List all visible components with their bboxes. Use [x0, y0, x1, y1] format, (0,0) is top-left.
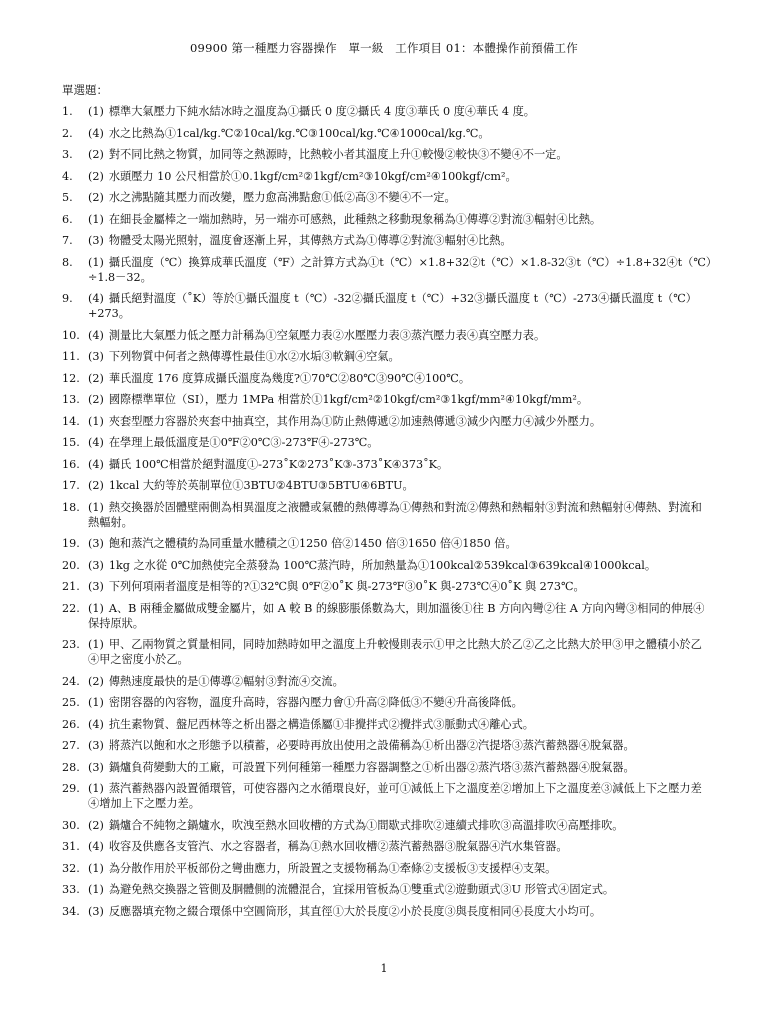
question-item — [62, 760, 712, 775]
question-text: 對不同比熱之物質，加同等之熱源時，比熱較小者其溫度上升①較慢②較快③不變④不一定。 — [108, 148, 568, 161]
question-item — [62, 126, 712, 141]
question-answer: (1) — [88, 696, 104, 709]
question-answer: (3) — [88, 234, 104, 247]
question-text: 蒸汽蓄熱器內設置循環管，可使容器內之水循環良好，並可①減低上下之溫度差②增加上下之溫度差③減低上下之壓力差④增加上下之壓力差。 — [88, 782, 702, 810]
question-answer: (4) — [88, 126, 104, 140]
question-text: 下列物質中何者之熱傳導性最佳①水②水垢③軟鋼④空氣。 — [108, 350, 400, 363]
question-answer: (2) — [88, 169, 104, 183]
question-number: 11. — [62, 350, 80, 363]
question-number: 20. — [62, 558, 80, 572]
question-number: 5. — [62, 191, 73, 204]
question-text: 夾套型壓力容器於夾套中抽真空，其作用為①防止熱傳遞②加速熱傳遞③減少內壓力④減少外壓力。 — [108, 414, 602, 428]
question-number: 25. — [62, 696, 80, 709]
question-text: 熱交換器於固體壁兩側為相異溫度之液體或氣體的熱傳導為①傳熱和對流②傳熱和熱輻射③對流和熱輻射④傳熱、對流和熱輻射。 — [88, 500, 702, 529]
question-item — [62, 212, 712, 227]
question-text: 測量比大氣壓力低之壓力計稱為①空氣壓力表②水壓壓力表③蒸汽壓力表④真空壓力表。 — [108, 328, 546, 342]
question-number: 15. — [62, 436, 80, 449]
question-answer: (4) — [88, 457, 104, 471]
question-text: 下列何項兩者溫度是相等的?①32℃與 0℉②0˚K 與-273℉③0˚K 與-273℃④0˚K 與 273℃。 — [108, 580, 585, 593]
page-title: 09900 第一種壓力容器操作 單一級 工作項目 01：本體操作前預備工作 — [190, 41, 578, 55]
question-item — [62, 147, 712, 162]
question-text: 甲、乙兩物質之質量相同，同時加熱時如甲之溫度上升較慢則表示①甲之比熱大於乙②乙之比熱大於甲③甲之體積小於乙④甲之密度小於乙。 — [88, 638, 702, 666]
question-text: 收容及供應各支管汽、水之容器者，稱為①熱水回收槽②蒸汽蓄熱器③脫氣器④汽水集管器。 — [108, 840, 568, 853]
question-item — [62, 579, 712, 594]
question-item — [62, 328, 712, 343]
question-text: A、B 兩種金屬做成雙金屬片，如 A 較 B 的線膨脹係數為大，則加溫後①往 B 方向內彎②往 A 方向內彎③相同的伸展④保持原狀。 — [88, 601, 705, 630]
section-label: 單選題： — [62, 83, 108, 97]
question-number: 13. — [62, 393, 80, 406]
question-item — [62, 457, 712, 472]
question-answer: (4) — [88, 328, 104, 342]
question-answer: (2) — [88, 148, 104, 161]
question-answer: (2) — [88, 818, 104, 832]
question-item — [62, 717, 712, 732]
question-item — [62, 414, 712, 429]
question-answer: (2) — [88, 191, 104, 204]
question-item — [62, 255, 712, 285]
question-number: 10. — [62, 328, 80, 342]
question-number: 8. — [62, 255, 73, 269]
question-number: 2. — [62, 126, 73, 140]
question-text: 水頭壓力 10 公尺相當於①0.1kgf/cm²②1kgf/cm²③10kgf/cm²④100kgf/cm²。 — [108, 169, 517, 183]
question-list — [62, 104, 712, 925]
question-answer: (1) — [88, 601, 104, 615]
question-answer: (3) — [88, 580, 104, 593]
question-item — [62, 104, 712, 119]
question-number: 28. — [62, 760, 80, 774]
question-number: 32. — [62, 861, 80, 875]
question-number: 31. — [62, 840, 80, 853]
question-item — [62, 558, 712, 573]
question-item — [62, 392, 712, 407]
page-number: 1 — [380, 962, 388, 975]
question-item — [62, 781, 712, 811]
question-number: 23. — [62, 638, 80, 651]
question-number: 17. — [62, 479, 80, 492]
question-text: 反應器填充物之綴合環係中空圓筒形，其直徑①大於長度②小於長度③與長度相同④長度大小均可。 — [108, 904, 602, 918]
question-number: 29. — [62, 782, 80, 795]
question-text: 水之沸點隨其壓力而改變，壓力愈高沸點愈①低②高③不變④不一定。 — [108, 191, 456, 204]
question-answer: (3) — [88, 760, 104, 774]
question-answer: (3) — [88, 739, 104, 752]
question-item — [62, 637, 712, 667]
question-item — [62, 435, 712, 450]
question-answer: (1) — [88, 861, 104, 875]
question-answer: (2) — [88, 371, 104, 385]
question-answer: (1) — [88, 782, 104, 795]
question-item — [62, 371, 712, 386]
question-number: 6. — [62, 212, 73, 226]
question-item — [62, 349, 712, 364]
question-item — [62, 882, 712, 897]
question-answer: (2) — [88, 479, 104, 492]
question-answer: (1) — [88, 883, 104, 896]
question-number: 34. — [62, 904, 80, 918]
question-text: 標準大氣壓力下純水結冰時之溫度為①攝氏 0 度②攝氏 4 度③華氏 0 度④華氏 4 度。 — [108, 105, 535, 118]
question-text: 攝氏絕對溫度（˚K）等於①攝氏溫度 t（℃）-32②攝氏溫度 t（℃）+32③攝氏溫度 t（℃）-273④攝氏溫度 t（℃）+273。 — [88, 292, 697, 320]
question-text: 傳熱速度最快的是①傳導②輻射③對流④交流。 — [108, 674, 344, 688]
question-text: 鍋爐負荷變動大的工廠，可設置下列何種第一種壓力容器調整之①析出器②蒸汽塔③蒸汽蓄熱器④脫氣器。 — [108, 760, 635, 774]
question-answer: (4) — [88, 717, 104, 731]
question-answer: (1) — [88, 638, 104, 651]
question-item — [62, 904, 712, 919]
question-text: 在細長金屬棒之一端加熱時，另一端亦可感熱，此種熱之移動現象稱為①傳導②對流③輻射④比熱。 — [108, 212, 602, 226]
question-item — [62, 818, 712, 833]
question-text: 飽和蒸汽之體積約為同重量水體積之①1250 倍②1450 倍③1650 倍④1850 倍。 — [108, 537, 517, 550]
question-number: 24. — [62, 674, 80, 688]
question-text: 鍋爐合不純物之鍋爐水，吹洩至熱水回收槽的方式為①間歇式排吹②連續式排吹③高溫排吹④高壓排吹。 — [108, 818, 624, 832]
question-answer: (1) — [88, 105, 104, 118]
question-text: 1kcal 大約等於英制單位①3BTU②4BTU③5BTU④6BTU。 — [108, 479, 414, 492]
question-text: 攝氏 100℃相當於絕對溫度①-273˚K②273˚K③-373˚K④373˚K。 — [108, 457, 449, 471]
question-text: 為分散作用於平板部份之彎曲應力，所設置之支援物稱為①牽條②支援板③支援桿④支架。 — [108, 861, 557, 875]
question-answer: (1) — [88, 500, 104, 514]
question-number: 19. — [62, 537, 80, 550]
question-text: 將蒸汽以飽和水之形態予以積蓄，必要時再放出使用之設備稱為①析出器②汽提塔③蒸汽蓄熱器④脫氣器。 — [108, 739, 635, 752]
question-item — [62, 536, 712, 551]
question-item — [62, 500, 712, 530]
question-answer: (4) — [88, 436, 104, 449]
question-number: 14. — [62, 414, 80, 428]
question-number: 12. — [62, 371, 80, 385]
question-text: 為避免熱交換器之管側及胴體側的流體混合，宜採用管板為①雙重式②遊動頭式③U 形管式④固定式。 — [108, 883, 615, 896]
question-answer: (1) — [88, 255, 104, 269]
question-item — [62, 291, 712, 321]
question-item — [62, 738, 712, 753]
question-number: 18. — [62, 500, 80, 514]
question-number: 4. — [62, 169, 73, 183]
question-number: 7. — [62, 234, 73, 247]
question-answer: (3) — [88, 558, 104, 572]
question-item — [62, 695, 712, 710]
question-answer: (3) — [88, 904, 104, 918]
question-text: 抗生素物質、盤尼西林等之析出器之構造係屬①非攪拌式②攪拌式③脈動式④離心式。 — [108, 717, 534, 731]
question-answer: (4) — [88, 840, 104, 853]
question-answer: (1) — [88, 414, 104, 428]
question-number: 1. — [62, 105, 73, 118]
question-answer: (2) — [88, 393, 104, 406]
question-text: 水之比熱為①1cal/kg.℃②10cal/kg.℃③100cal/kg.℃④1000cal/kg.℃。 — [108, 126, 490, 140]
question-number: 22. — [62, 601, 80, 615]
question-answer: (4) — [88, 292, 104, 305]
question-text: 國際標準單位（SI），壓力 1MPa 相當於①1kgf/cm²②10kgf/cm²③1kgf/mm²④10kgf/mm²。 — [108, 393, 589, 406]
question-item — [62, 233, 712, 248]
question-number: 16. — [62, 457, 80, 471]
question-item — [62, 861, 712, 876]
question-text: 在學理上最低溫度是①0℉②0℃③-273℉④-273℃。 — [108, 436, 379, 449]
question-number: 21. — [62, 580, 80, 593]
question-number: 27. — [62, 739, 80, 752]
question-text: 物體受太陽光照射，溫度會逐漸上昇，其傳熱方式為①傳導②對流③輻射④比熱。 — [108, 234, 512, 247]
question-item — [62, 190, 712, 205]
question-number: 9. — [62, 292, 73, 305]
question-text: 攝氏溫度（℃）換算成華氏溫度（℉）之計算方式為①t（℃）×1.8+32②t（℃）×1.8-32③t（℃）÷1.8+32④t（℃）÷1.8－32。 — [88, 255, 712, 284]
question-answer: (3) — [88, 350, 104, 363]
question-number: 3. — [62, 148, 73, 161]
question-item — [62, 839, 712, 854]
question-text: 1kg 之水從 0℃加熱使完全蒸發為 100℃蒸汽時，所加熱量為①100kcal②539kcal③639kcal④1000kcal。 — [108, 558, 657, 572]
question-answer: (2) — [88, 674, 104, 688]
question-number: 26. — [62, 717, 80, 731]
question-text: 華氏溫度 176 度算成攝氏溫度為幾度?①70℃②80℃③90℃④100℃。 — [108, 371, 471, 385]
question-item — [62, 478, 712, 493]
question-number: 33. — [62, 883, 80, 896]
question-item — [62, 674, 712, 689]
question-number: 30. — [62, 818, 80, 832]
question-item — [62, 169, 712, 184]
question-text: 密閉容器的內容物，溫度升高時，容器內壓力會①升高②降低③不變④升高後降低。 — [108, 696, 523, 709]
question-answer: (1) — [88, 212, 104, 226]
question-answer: (3) — [88, 537, 104, 550]
question-item — [62, 601, 712, 631]
